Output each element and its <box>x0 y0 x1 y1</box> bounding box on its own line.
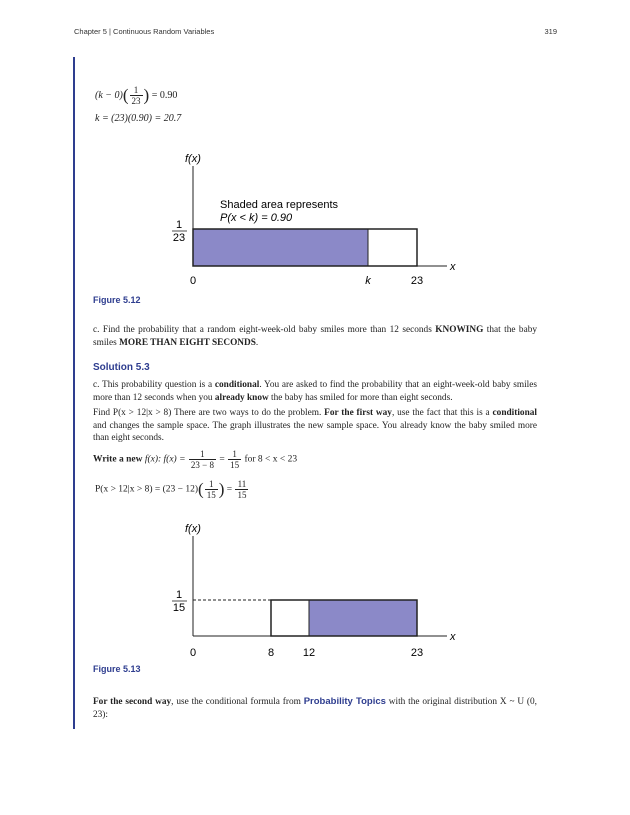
figure-5-13-uniform-chart <box>160 518 470 663</box>
new-pdf-equation: Write a new f(x): f(x) = $\frac{1}{23 - 8}$ = $\frac{1}{15}$ for 8 < x < 23 <box>93 449 298 470</box>
fig1-tick-k: k <box>365 275 371 287</box>
part-c-question: c. Find the probability that a random eight-week-old baby smiles more than 12 seconds KNOWING that the baby smiles MORE THAN EIGHT SECONDS. <box>93 325 538 348</box>
fig1-annotation-line2: P(x < k) = 0.90 <box>220 212 293 224</box>
fig2-tick-8: 8 <box>267 647 275 659</box>
solution-paragraph-1: c. This probability question is a conditional. You are asked to find the probability that an eight-week-old baby smiles more than 12 seconds when you already know the baby has smiled for more than eight seconds. <box>93 380 537 403</box>
solution-title: Solution 5.3 <box>93 362 150 373</box>
figure-5-12-uniform-chart <box>160 148 470 293</box>
new-pdf-fraction-2: $\frac{1}{15}$ <box>230 449 240 470</box>
fig1-tick-23: 23 <box>410 275 424 287</box>
solution-paragraph-2: Find P(x > 12|x > 8) There are two ways to do the problem. For the first way, use the fact that this is a conditional and changes the sample space. The graph illustrates the new sample space. You already know the baby smiled more than eight seconds. <box>93 408 537 444</box>
second-way-paragraph: For the second way, use the conditional formula from Probability Topics with the original distribution X ~ U (0, 23): <box>93 696 537 720</box>
prob-fraction-1: $\frac{1}{15}$ <box>206 479 216 500</box>
fig1-x-axis-label: x <box>450 261 456 273</box>
equation-k-value: k = (23)(0.90) = 20.7 <box>95 113 182 124</box>
prob-fraction-2: $\frac{11}{15}$ <box>237 479 247 500</box>
fig2-x-axis-label: x <box>450 631 456 643</box>
page-number: 319 <box>544 27 557 36</box>
probability-topics-link[interactable]: Probability Topics <box>303 696 386 707</box>
fig1-annotation-line1: Shaded area represents <box>220 199 339 211</box>
eq1-prefix: (k − 0) <box>95 89 123 101</box>
fig1-tick-0: 0 <box>189 275 197 287</box>
fig1-shaded-region <box>193 229 368 266</box>
fig2-height-denominator: 15 <box>172 602 186 614</box>
fig2-y-axis-label: f(x) <box>185 523 201 535</box>
fig1-y-axis-label: f(x) <box>185 153 201 165</box>
conditional-probability-equation: P(x > 12|x > 8) = (23 − 12)( $\frac{1}{15}$ ) = $\frac{11}{15}$ <box>95 479 247 500</box>
running-header: Chapter 5 | Continuous Random Variables <box>74 27 215 36</box>
new-pdf-fraction-1: $\frac{1}{23 - 8}$ <box>190 449 214 470</box>
fig2-shaded-region <box>309 600 417 636</box>
fig1-height-denominator: 23 <box>172 232 186 244</box>
fig1-height-numerator: 1 <box>175 219 183 231</box>
eq1-suffix: = 0.90 <box>151 89 178 101</box>
fig2-tick-23: 23 <box>410 647 424 659</box>
figure-5-12-caption: Figure 5.12 <box>93 295 141 305</box>
fig2-tick-12: 12 <box>302 647 316 659</box>
fig2-tick-0: 0 <box>189 647 197 659</box>
eq1-fraction: $\frac{1}{23}$ <box>131 85 141 106</box>
fig2-height-numerator: 1 <box>175 589 183 601</box>
example-sidebar-rule <box>73 57 75 729</box>
equation-k-times-fraction: (k − 0)( $\frac{1}{23}$ ) = 0.90 <box>95 85 178 106</box>
figure-5-13-caption: Figure 5.13 <box>93 664 141 674</box>
